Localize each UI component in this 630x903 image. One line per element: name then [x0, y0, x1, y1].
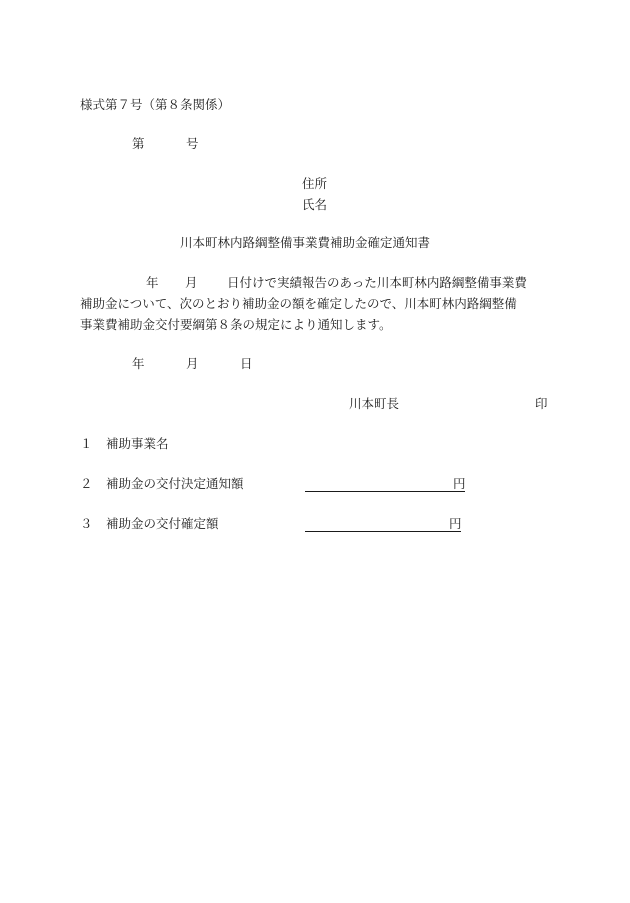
- issue-date-nen: 年: [132, 356, 145, 371]
- body-line-2: 補助金について、次のとおり補助金の額を確定したので、川本町林内路綱整備: [80, 296, 517, 311]
- item-unit: 円: [449, 516, 462, 531]
- doc-number-dai: 第: [132, 136, 145, 151]
- document-title: 川本町林内路綱整備事業費補助金確定通知書: [180, 235, 431, 250]
- issue-date-tsuki: 月: [186, 356, 199, 371]
- item-number: １: [80, 436, 93, 451]
- item-label: 補助事業名: [106, 436, 169, 451]
- form-label: 様式第７号（第８条関係）: [80, 97, 231, 112]
- amount-underline: [305, 491, 465, 492]
- body-line-3: 事業費補助金交付要綱第８条の規定により通知します。: [80, 317, 392, 332]
- recipient-address: 住所: [302, 176, 328, 191]
- recipient-name: 氏名: [302, 197, 328, 212]
- item-number: ２: [80, 476, 93, 491]
- doc-number-go: 号: [186, 136, 199, 151]
- amount-underline: [305, 531, 461, 532]
- body-date-tsuki: 月: [185, 275, 198, 290]
- item-label: 補助金の交付確定額: [106, 516, 219, 531]
- issue-date-hi: 日: [240, 356, 253, 371]
- issuer-title: 川本町長: [349, 396, 400, 411]
- item-number: ３: [80, 516, 93, 531]
- issuer-seal: 印: [535, 396, 548, 411]
- body-line-1: 日付けで実績報告のあった川本町林内路綱整備事業費: [227, 275, 527, 290]
- body-date-nen: 年: [146, 275, 159, 290]
- item-label: 補助金の交付決定通知額: [106, 476, 244, 491]
- item-unit: 円: [453, 476, 466, 491]
